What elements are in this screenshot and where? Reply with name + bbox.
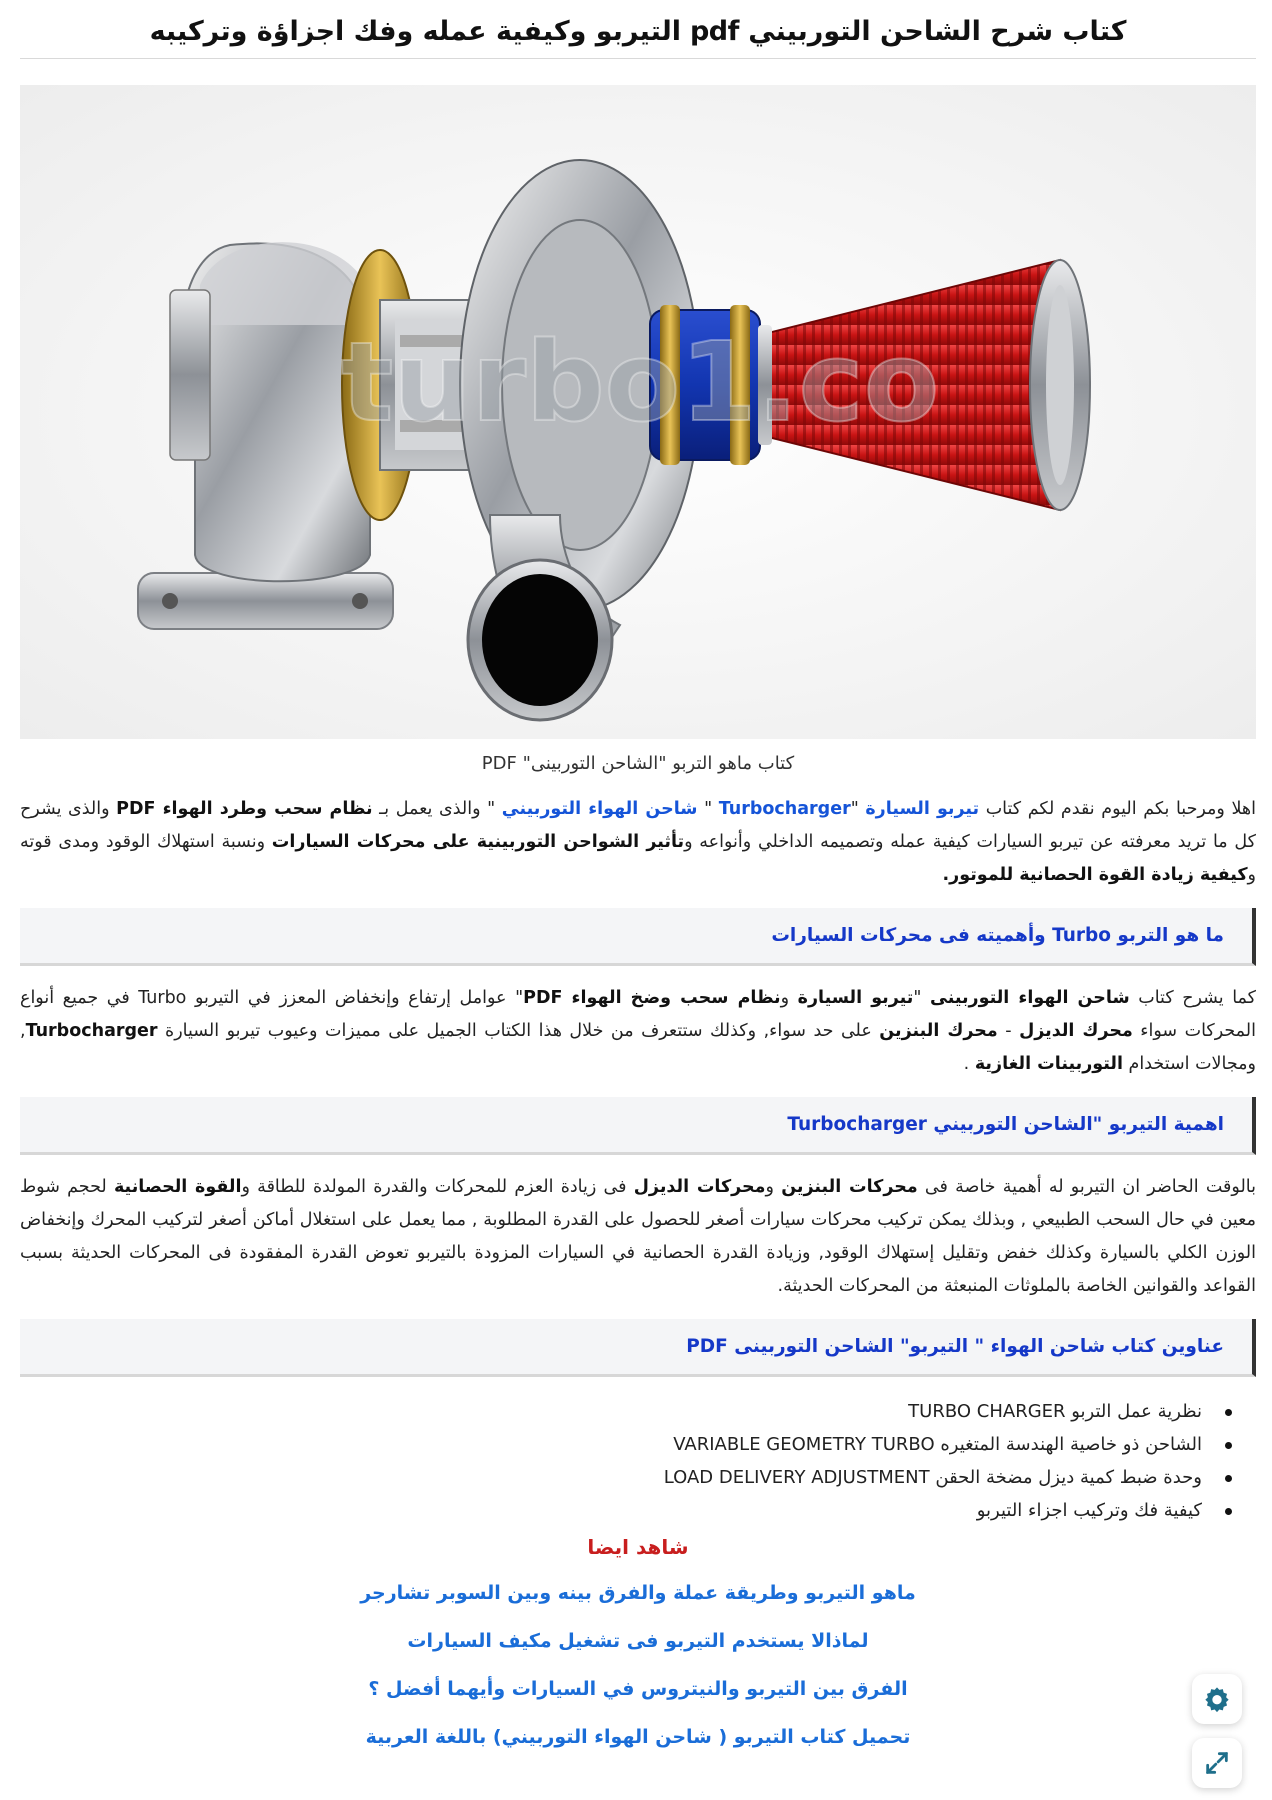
- list-item: الشاحن ذو خاصية الهندسة المتغيره VARIABLE GEOMETRY TURBO: [20, 1428, 1202, 1461]
- section-heading-text: اهمية التيربو "الشاحن التوربيني Turbocharger: [787, 1114, 1224, 1135]
- section-heading-importance: [20, 1097, 1256, 1155]
- turbocharger-link[interactable]: Turbocharger: [718, 799, 851, 819]
- what-is-turbo-link[interactable]: ما هو التربو Turbo: [1052, 925, 1224, 946]
- see-also-link[interactable]: الفرق بين التيربو والنيتروس في السيارات وأيهما أفضل ؟: [368, 1678, 908, 1700]
- see-also-link[interactable]: لماذالا يستخدم التيربو فى تشغيل مكيف السيارات: [407, 1630, 869, 1652]
- expand-icon: [1203, 1749, 1231, 1777]
- image-caption: كتاب ماهو التربو "الشاحن التوربينى" PDF: [481, 753, 795, 774]
- see-also-link[interactable]: تحميل كتاب التيربو ( شاحن الهواء التوربيني) باللغة العربية: [365, 1726, 911, 1748]
- hero-watermark: turbo1.co: [340, 318, 940, 446]
- section-heading-text: عناوين كتاب شاحن الهواء " التيربو" الشاحن التوربينى PDF: [686, 1336, 1224, 1357]
- turbocharger-illustration: [20, 85, 1256, 739]
- hero-image: [20, 85, 1256, 739]
- section-heading-text: وأهميته فى محركات السيارات: [771, 925, 1053, 946]
- settings-button[interactable]: [1192, 1674, 1242, 1724]
- book-contents-list: [20, 1395, 1256, 1527]
- see-also-link[interactable]: ماهو التيربو وطريقة عملة والفرق بينه وبين السوبر تشارجر: [360, 1582, 916, 1604]
- gear-icon: [1203, 1685, 1231, 1713]
- section-heading-book-contents: [20, 1319, 1256, 1377]
- importance-paragraph: بالوقت الحاضر ان التيربو له أهمية خاصة فى محركات البنزين ومحركات الديزل فى زيادة العزم للمحركات والقدرة المولدة للطاقة والقوة الحصانية لحجم شوط معين في حال السحب الطبيعي , وبذلك يمكن تركيب محركات سيارات أصغر للحصول على القدرة المطلوبة , مما يعمل على استغلال أماكن أصغر لتركيب المحرك وإنخفاض الوزن الكلي بالسيارة وكذلك خفض وتقليل إستهلاك الوقود, وزيادة القدرة الحصانية في السيارات المزودة بالتيربو تعوض القدرة المفقودة فى المحركات الحديثة بسبب القواعد والقوانين الخاصة بالملوثات المنبعثة من المحركات الحديثة.: [20, 1177, 1256, 1296]
- turbo-factors-paragraph: كما يشرح كتاب شاحن الهواء التوربينى "تيربو السيارة ونظام سحب وضخ الهواء PDF" عوامل إرتفاع وإنخفاض المعزز في التيربو Turbo في جميع أنواع المحركات سواء محرك الديزل - محرك البنزين على حد سواء, وكذلك ستتعرف من خلال هذا الكتاب الجميل على مميزات وعيوب تيربو السيارة Turbocharger, ومجالات استخدام التوربينات الغازية .: [20, 988, 1256, 1074]
- section-heading-what-is-turbo: [20, 908, 1256, 966]
- title-divider: [20, 58, 1256, 59]
- list-item: كيفية فك وتركيب اجزاء التيربو: [20, 1494, 1202, 1527]
- page-title: كتاب شرح الشاحن التوربيني pdf التيربو وكيفية عمله وفك اجزاؤة وتركيبه: [149, 16, 1127, 47]
- intro-paragraph: اهلا ومرحبا بكم اليوم نقدم لكم كتاب تيربو السيارة "Turbocharger " شاحن الهواء التوربيني " والذى يعمل بـ نظام سحب وطرد الهواء PDF والذى يشرح كل ما تريد معرفته عن تيربو السيارات كيفية عمله وتصميمه الداخلي وأنواعه وتأثير الشواحن التوربينية على محركات السيارات ونسبة استهلاك الوقود ومدى قوته وكيفية زيادة القوة الحصانية للموتور.: [20, 799, 1256, 885]
- article: [20, 0, 1256, 1761]
- air-charger-link[interactable]: شاحن الهواء التوربيني: [501, 799, 698, 819]
- list-item: نظرية عمل التربو TURBO CHARGER: [20, 1395, 1202, 1428]
- expand-button[interactable]: [1192, 1738, 1242, 1788]
- turbo-car-link[interactable]: تيربو السيارة: [865, 799, 980, 819]
- see-also-block: [20, 1535, 1256, 1761]
- see-also-label: شاهد ايضا: [587, 1535, 689, 1559]
- list-item: وحدة ضبط كمية ديزل مضخة الحقن LOAD DELIVERY ADJUSTMENT: [20, 1461, 1202, 1494]
